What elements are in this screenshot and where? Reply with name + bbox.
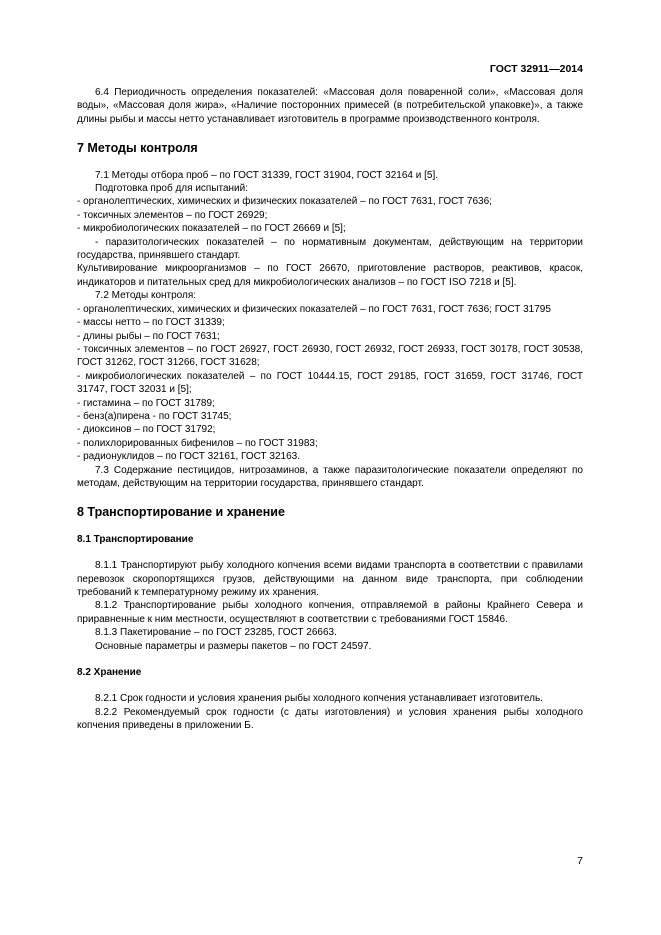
document-body bbox=[77, 86, 583, 733]
list-item: 8.1.3 Пакетирование – по ГОСТ 23285, ГОСТ 26663. bbox=[95, 627, 337, 639]
list-item: - полихлорированных бифенилов – по ГОСТ 31983; bbox=[77, 437, 318, 449]
list-item: 8.2.2 Рекомендуемый срок годности (с даты изготовления) и условия хранения рыбы холодного копчения приведены в приложении Б. bbox=[77, 706, 583, 732]
list-item: 8.1.1 Транспортируют рыбу холодного копчения всеми видами транспорта в соответствии с правилами перевозок скоропортящихся грузов, действующими на данном виде транспорта, при соблюдении требований к температурному режиму их хранения. bbox=[77, 560, 583, 598]
list-item: - радионуклидов – по ГОСТ 32161, ГОСТ 32163. bbox=[77, 451, 300, 463]
list-item: 8.1.2 Транспортирование рыбы холодного копчения, отправляемой в районы Крайнего Севера и приравненные к ним местности, осуществляют в соответствии с требованиями ГОСТ 15846. bbox=[77, 600, 583, 625]
list-item: - длины рыбы – по ГОСТ 7631; bbox=[77, 330, 220, 342]
section-heading-8: 8 Транспортирование и хранение bbox=[77, 505, 285, 520]
list-item: - диоксинов – по ГОСТ 31792; bbox=[77, 424, 216, 436]
document-code: ГОСТ 32911—2014 bbox=[489, 63, 583, 75]
list-item: - органолептических, химических и физических показателей – по ГОСТ 7631, ГОСТ 7636; ГОСТ 31795 bbox=[77, 303, 551, 315]
paragraph-6-4: 6.4 Периодичность определения показателей: «Массовая доля поваренной соли», «Массовая доля воды», «Массовая доля жира», «Наличие посторонних примесей (в потребительской упаковке)», а также длины рыбы и массы нетто устанавливает изготовитель в программе производственного контроля. bbox=[77, 87, 583, 125]
subsection-heading-8-2: 8.2 Хранение bbox=[77, 667, 142, 679]
page-number: 7 bbox=[577, 855, 583, 867]
list-item: - массы нетто – по ГОСТ 31339; bbox=[77, 317, 225, 329]
list-item: - бенз(а)пирена - по ГОСТ 31745; bbox=[77, 410, 232, 422]
list-item: 7.2 Методы контроля: bbox=[95, 290, 197, 302]
list-item: - микробиологических показателей – по ГОСТ 26669 и [5]; bbox=[77, 223, 346, 235]
list-item: Основные параметры и размеры пакетов – по ГОСТ 24597. bbox=[95, 640, 372, 652]
subsection-heading-8-1: 8.1 Транспортирование bbox=[77, 533, 194, 545]
list-item: 7.3 Содержание пестицидов, нитрозаминов, а также паразитологические показатели определяют по методам, действующим на территории государства, принявшего стандарт. bbox=[77, 464, 583, 489]
list-item: - органолептических, химических и физических показателей – по ГОСТ 7631, ГОСТ 7636; bbox=[77, 196, 492, 208]
list-item: - микробиологических показателей – по ГОСТ 10444.15, ГОСТ 29185, ГОСТ 31659, ГОСТ 31746, ГОСТ 31747, ГОСТ 32031 и [5]; bbox=[77, 370, 583, 396]
section-heading-7: 7 Методы контроля bbox=[77, 141, 198, 156]
list-item: - гистамина – по ГОСТ 31789; bbox=[77, 397, 215, 409]
list-item: - токсичных элементов – по ГОСТ 26929; bbox=[77, 209, 268, 221]
list-item: - токсичных элементов – по ГОСТ 26927, ГОСТ 26930, ГОСТ 26932, ГОСТ 26933, ГОСТ 30178, ГОСТ 30538, ГОСТ 31262, ГОСТ 31266, ГОСТ 31628; bbox=[77, 343, 583, 369]
list-item: Подготовка проб для испытаний: bbox=[95, 183, 249, 195]
list-item: Культивирование микроорганизмов – по ГОСТ 26670, приготовление растворов, реактивов, красок, индикаторов и питательных сред для микробиологических анализов – по ГОСТ ISO 7218 и [5]. bbox=[77, 263, 583, 288]
list-item: 8.2.1 Срок годности и условия хранения рыбы холодного копчения устанавливает изготовитель. bbox=[95, 693, 543, 705]
list-item: 7.1 Методы отбора проб – по ГОСТ 31339, ГОСТ 31904, ГОСТ 32164 и [5]. bbox=[95, 169, 439, 181]
list-item: - паразитологических показателей – по нормативным документам, действующим на территории государства, принявшего стандарт. bbox=[77, 236, 583, 262]
